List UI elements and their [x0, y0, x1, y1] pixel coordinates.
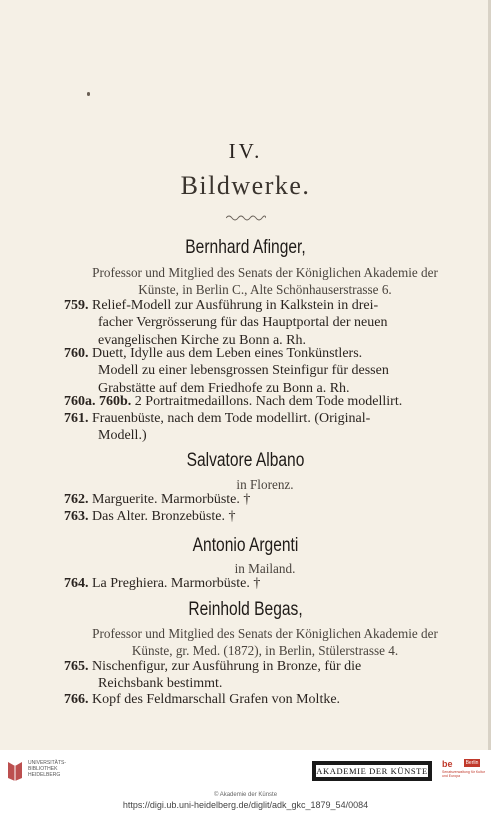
- entry-text: Kopf des Feldmarschall Grafen von Moltke.: [92, 692, 341, 707]
- library-crest-icon: [6, 760, 24, 782]
- subtitle-line: Künste, in Berlin C., Alte Schönhauserstrasse 6.: [138, 282, 392, 297]
- akademie-label: AKADEMIE DER KÜNSTE: [316, 766, 428, 776]
- catalogue-entry: [64, 658, 474, 693]
- subtitle-line: Künste, gr. Med. (1872), in Berlin, Stülerstrasse 4.: [131, 643, 399, 658]
- catalogue-entry: [64, 393, 474, 410]
- artist-name: Salvatore Albano: [186, 450, 305, 471]
- artist-name: Antonio Argenti: [192, 535, 299, 556]
- entry-number: 763.: [64, 509, 89, 524]
- berlin-logo-mark: be: [442, 759, 453, 769]
- entry-text: Das Alter. Bronzebüste. †: [92, 509, 236, 524]
- entry-text: La Preghiera. Marmorbüste. †: [92, 576, 261, 591]
- entry-text: Modell zu einer lebensgrossen Steinfigur für dessen: [98, 363, 389, 379]
- entry-number: 766.: [64, 692, 89, 707]
- wave-ornament-icon: [226, 214, 266, 222]
- ink-speck: [87, 92, 90, 96]
- entry-number: 765.: [64, 659, 89, 674]
- section-number: IV.: [228, 139, 263, 163]
- artist-subtitle: [60, 625, 470, 659]
- catalogue-entry: [64, 691, 474, 708]
- subtitle-line: Professor und Mitglied des Senats der Königlichen Akademie der: [92, 265, 438, 280]
- entry-text: facher Vergrösserung für das Hauptportal der neuen: [98, 315, 388, 331]
- entry-number: 764.: [64, 576, 89, 591]
- berlin-logo-subtitle: Senatsverwaltung für Kultur und Europa: [442, 770, 485, 778]
- entry-text: 2 Portraitmedaillons. Nach dem Tode modellirt.: [134, 394, 403, 409]
- catalogue-entry: [64, 297, 474, 349]
- catalogue-entry: [64, 345, 474, 397]
- catalogue-entry: [64, 508, 474, 525]
- entry-text: Duett, Idylle aus dem Leben eines Tonkünstlers.: [92, 346, 363, 361]
- artist-subtitle: [60, 264, 470, 298]
- entry-text: Marguerite. Marmorbüste. †: [92, 492, 251, 507]
- entry-number: 762.: [64, 492, 89, 507]
- entry-text: Frauenbüste, nach dem Tode modellirt. (Original-: [92, 411, 371, 426]
- artist-name: Bernhard Afinger,: [185, 237, 306, 258]
- entry-number: 759.: [64, 298, 89, 313]
- entry-text: Grabstätte auf dem Friedhofe zu Bonn a. Rh.: [98, 380, 350, 396]
- entry-text: Modell.): [98, 428, 147, 444]
- akademie-logo[interactable]: [312, 761, 432, 781]
- subtitle-line: Professor und Mitglied des Senats der Königlichen Akademie der: [92, 626, 438, 641]
- entry-number: 761.: [64, 411, 89, 426]
- library-name: [28, 760, 66, 778]
- source-url[interactable]: https://digi.ub.uni-heidelberg.de/diglit/adk_gkc_1879_54/0084: [122, 800, 369, 810]
- section-title: Bildwerke.: [180, 171, 311, 200]
- entry-number: 760a. 760b.: [64, 394, 132, 409]
- entry-text: Reichsbank bestimmt.: [98, 676, 223, 692]
- entry-text: evangelischen Kirche zu Bonn a. Rh.: [98, 332, 306, 348]
- catalogue-entry: [64, 575, 474, 592]
- berlin-logo[interactable]: [442, 759, 486, 785]
- university-library-logo[interactable]: [6, 760, 66, 786]
- library-name-line: BIBLIOTHEK: [28, 766, 58, 772]
- subtitle-line: in Mailand.: [234, 561, 296, 576]
- entry-text: Relief-Modell zur Ausführung in Kalkstein in drei-: [92, 298, 379, 313]
- library-name-line: UNIVERSITÄTS-: [28, 760, 67, 766]
- copyright-notice: © Akademie der Künste: [213, 792, 278, 798]
- entry-number: 760.: [64, 346, 89, 361]
- entry-text: Nischenfigur, zur Ausführung in Bronze, für die: [92, 659, 362, 674]
- catalogue-entry: [64, 410, 474, 445]
- berlin-logo-box: Berlin: [465, 760, 479, 766]
- artist-name: Reinhold Begas,: [188, 599, 303, 620]
- catalogue-entry: [64, 491, 474, 508]
- subtitle-line: in Florenz.: [236, 477, 294, 492]
- library-name-line: HEIDELBERG: [28, 772, 61, 778]
